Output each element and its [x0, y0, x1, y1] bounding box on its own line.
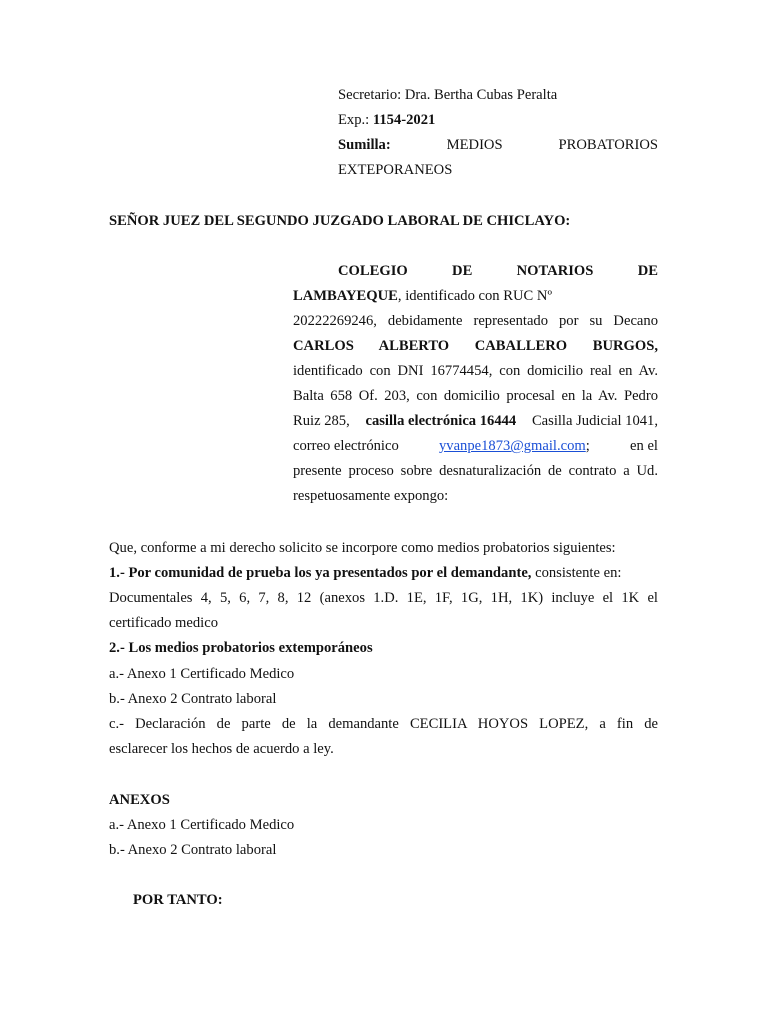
item1-bold: 1.- Por comunidad de prueba los ya presentados por el demandante,	[109, 565, 532, 581]
intro-fragment	[293, 287, 552, 305]
exp-line	[338, 111, 435, 129]
que-line: Que, conforme a mi derecho solicito se incorpore como medios probatorios siguientes:	[109, 540, 616, 556]
intro-line-9: presente proceso sobre desnaturalización de contrato a Ud.	[293, 463, 658, 479]
item1-line-2: Documentales 4, 5, 6, 7, 8, 12 (anexos 1.D. 1E, 1F, 1G, 1H, 1K) incluye el 1K el	[109, 590, 658, 606]
intro-text: Ruiz 285,	[293, 413, 350, 429]
anexos-a: a.- Anexo 1 Certificado Medico	[109, 817, 295, 833]
intro-line-2	[293, 287, 658, 305]
item2-heading: 2.- Los medios probatorios extemporáneos	[109, 640, 373, 656]
item1-line-3: certificado medico	[109, 615, 218, 631]
intro-line-7	[293, 412, 658, 430]
intro-line-6: Balta 658 Of. 203, con domicilio procesal en la Av. Pedro	[293, 388, 658, 404]
intro-word: DE	[452, 263, 473, 279]
item2-c-line-2: esclarecer los hechos de acuerdo a ley.	[109, 741, 334, 757]
anexos-b: b.- Anexo 2 Contrato laboral	[109, 842, 277, 858]
sumilla-word-1: MEDIOS	[446, 137, 503, 153]
exp-label: Exp.:	[338, 112, 370, 128]
intro-line-1	[338, 262, 658, 280]
sumilla-line-2: EXTEPORANEOS	[338, 162, 453, 178]
secretario-label: Secretario:	[338, 87, 402, 103]
intro-text: ;	[585, 438, 590, 454]
intro-word: DE	[637, 263, 658, 279]
intro-line-10: respetuosamente expongo:	[293, 488, 449, 504]
intro-bold: casilla electrónica 16444	[365, 413, 517, 429]
item2-b: b.- Anexo 2 Contrato laboral	[109, 691, 277, 707]
sumilla-line	[338, 136, 658, 154]
item2-c-line-1: c.- Declaración de parte de la demandante CECILIA HOYOS LOPEZ, a fin de	[109, 716, 658, 732]
secretario-value: Dra. Bertha Cubas Peralta	[404, 87, 558, 103]
intro-line-8	[293, 437, 658, 455]
secretario-line	[338, 86, 557, 104]
sumilla-word-2: PROBATORIOS	[558, 137, 658, 153]
intro-line-4: CARLOS ALBERTO CABALLERO BURGOS,	[293, 338, 658, 354]
intro-word: NOTARIOS	[516, 263, 594, 279]
addressee: SEÑOR JUEZ DEL SEGUNDO JUZGADO LABORAL DE CHICLAYO:	[109, 213, 571, 229]
email-fragment	[439, 437, 590, 455]
exp-value: 1154-2021	[372, 112, 436, 128]
intro-word: COLEGIO	[338, 263, 408, 279]
intro-text: en el	[630, 438, 658, 454]
anexos-title: ANEXOS	[109, 792, 170, 808]
intro-text: correo electrónico	[293, 438, 399, 454]
intro-text: , identificado con RUC Nº	[397, 288, 552, 304]
sumilla-label: Sumilla:	[338, 137, 391, 153]
item1-line-1	[109, 564, 621, 582]
intro-line-3: 20222269246, debidamente representado por su Decano	[293, 313, 658, 329]
por-tanto: POR TANTO:	[133, 892, 223, 908]
intro-bold: LAMBAYEQUE	[293, 288, 398, 304]
item2-a: a.- Anexo 1 Certificado Medico	[109, 666, 295, 682]
intro-line-5: identificado con DNI 16774454, con domicilio real en Av.	[293, 363, 658, 379]
item1-rest: consistente en:	[531, 565, 622, 581]
email-link[interactable]: yvanpe1873@gmail.com	[438, 438, 586, 454]
intro-text: Casilla Judicial 1041,	[531, 413, 658, 429]
